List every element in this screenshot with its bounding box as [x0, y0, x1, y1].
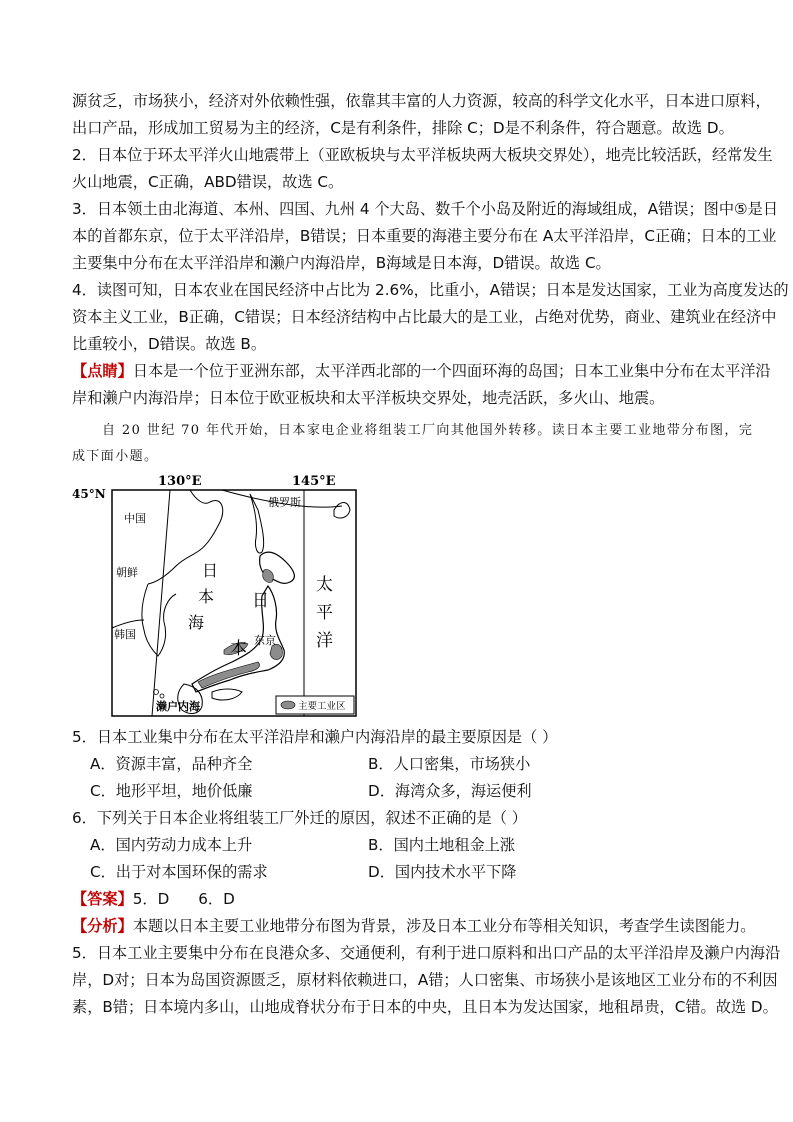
answer-label: 【答案】 — [72, 890, 133, 908]
lon-130-label: 130°E — [158, 474, 202, 489]
document-page — [72, 88, 789, 1021]
north-korea-label: 朝鲜 — [116, 566, 138, 579]
japan-label: 本 — [230, 639, 247, 659]
question-6-options-row1 — [72, 832, 724, 859]
answer-line — [72, 886, 724, 913]
china-label: 中国 — [124, 512, 146, 525]
lon-145-label: 145°E — [292, 474, 336, 489]
option-6b: B．国内土地租金上涨 — [368, 836, 516, 854]
question-6-options-row2 — [72, 859, 724, 886]
japan-label: 日 — [252, 591, 269, 611]
text-line: 4．读图可知，日本农业在国民经济中占比为 2.6%，比重小，A错误；日本是发达国家，工业为高度发达的 — [72, 281, 789, 299]
dianjing-text: 日本是一个位于亚洲东部，太平洋西北部的一个四面环海的岛国；日本工业集中分布在太平洋沿 — [132, 362, 771, 380]
analysis-line — [72, 913, 756, 940]
text-line: 源贫乏，市场狭小，经济对外依赖性强，依靠其丰富的人力资源，较高的科学文化水平，日本进口原料， — [72, 92, 771, 110]
map-svg — [72, 470, 362, 720]
option-6d: D．国内技术水平下降 — [368, 863, 517, 881]
question-6: 6．下列关于日本企业将组装工厂外迁的原因，叙述不正确的是（ ） — [72, 809, 527, 827]
japan-industry-map — [72, 470, 362, 720]
answer-text: 5．D 6．D — [132, 890, 235, 908]
option-5a: A．资源丰富，品种齐全 — [90, 755, 253, 773]
sea-of-japan-label: 本 — [198, 587, 215, 606]
text-line: 比重较小，D错误。故选 B。 — [72, 335, 267, 353]
sea-of-japan-label: 海 — [188, 613, 205, 632]
intro-line: 成下面小题。 — [72, 449, 159, 464]
option-5b: B．人口密集，市场狭小 — [368, 755, 531, 773]
text-line: 主要集中分布在太平洋沿岸和濑户内海沿岸，B海域是日本海，D错误。故选 C。 — [72, 254, 611, 272]
option-6c: C．出于对本国环保的需求 — [90, 863, 268, 881]
question-5: 5．日本工业集中分布在太平洋沿岸和濑户内海沿岸的最主要原因是（ ） — [72, 728, 558, 746]
legend-label: 主要工业区 — [298, 701, 346, 712]
text-line: 3．日本领土由北海道、本州、四国、九州 4 个大岛、数千个小岛及附近的海域组成，A错误；图中⑤是日 — [72, 200, 779, 218]
text-line: 火山地震，C正确，ABD错误，故选 C。 — [72, 173, 344, 191]
pacific-label: 洋 — [316, 631, 333, 651]
option-6a: A．国内劳动力成本上升 — [90, 836, 253, 854]
south-korea-label: 韩国 — [114, 628, 136, 641]
seto-inland-sea-label: 濑户内海 — [156, 700, 200, 713]
text-line: 岸和濑户内海沿岸；日本位于欧亚板块和太平洋板块交界处，地壳活跃，多火山、地震。 — [72, 389, 665, 407]
question-5-options-row2 — [72, 778, 724, 805]
text-line: 岸，D对；日本为岛国资源匮乏，原材料依赖进口，A错；人口密集、市场狭小是该地区工业分布的不利因 — [72, 971, 778, 989]
text-line: 2．日本位于环太平洋火山地震带上（亚欧板块与太平洋板块两大板块交界处），地壳比较活跃，经常发生 — [72, 146, 773, 164]
dianjing-line — [72, 358, 771, 385]
text-line: 本的首都东京，位于太平洋沿岸，B错误；日本重要的海港主要分布在 A太平洋沿岸，C正确；日本的工业 — [72, 227, 777, 245]
intro-line: 自 20 世纪 70 年代开始，日本家电企业将组装工厂向其他国外转移。读日本主要工业地带分布图，完 — [102, 423, 754, 438]
text-line: 资本主义工业，B正确，C错误；日本经济结构中占比最大的是工业，占绝对优势，商业、建筑业在经济中 — [72, 308, 777, 326]
legend-swatch — [281, 701, 295, 709]
tokyo-label: 东京 — [254, 634, 276, 647]
dianjing-label: 【点睛】 — [72, 362, 133, 380]
option-5d: D．海湾众多，海运便利 — [368, 782, 532, 800]
text-line: 出口产品，形成加工贸易为主的经济，C是有利条件，排除 C；D是不利条件，符合题意。故选 D。 — [72, 119, 734, 137]
russia-label: 俄罗斯 — [268, 496, 301, 509]
text-line: 素，B错；日本境内多山，山地成脊状分布于日本的中央，且日本为发达国家，地租昂贵，C错。故选 D。 — [72, 998, 778, 1016]
text-line: 5．日本工业主要集中分布在良港众多、交通便利，有利于进口原料和出口产品的太平洋沿岸及濑户内海沿 — [72, 944, 781, 962]
option-5c: C．地形平坦，地价低廉 — [90, 782, 253, 800]
pacific-label: 平 — [316, 603, 333, 623]
analysis-text: 本题以日本主要工业地带分布图为背景，涉及日本工业分布等相关知识，考查学生读图能力。 — [132, 917, 756, 935]
analysis-label: 【分析】 — [72, 917, 133, 935]
question-5-options-row1 — [72, 751, 724, 778]
lat-45-label: 45°N — [72, 487, 106, 501]
pacific-label: 太 — [316, 575, 333, 595]
sea-of-japan-label: 日 — [202, 561, 219, 580]
